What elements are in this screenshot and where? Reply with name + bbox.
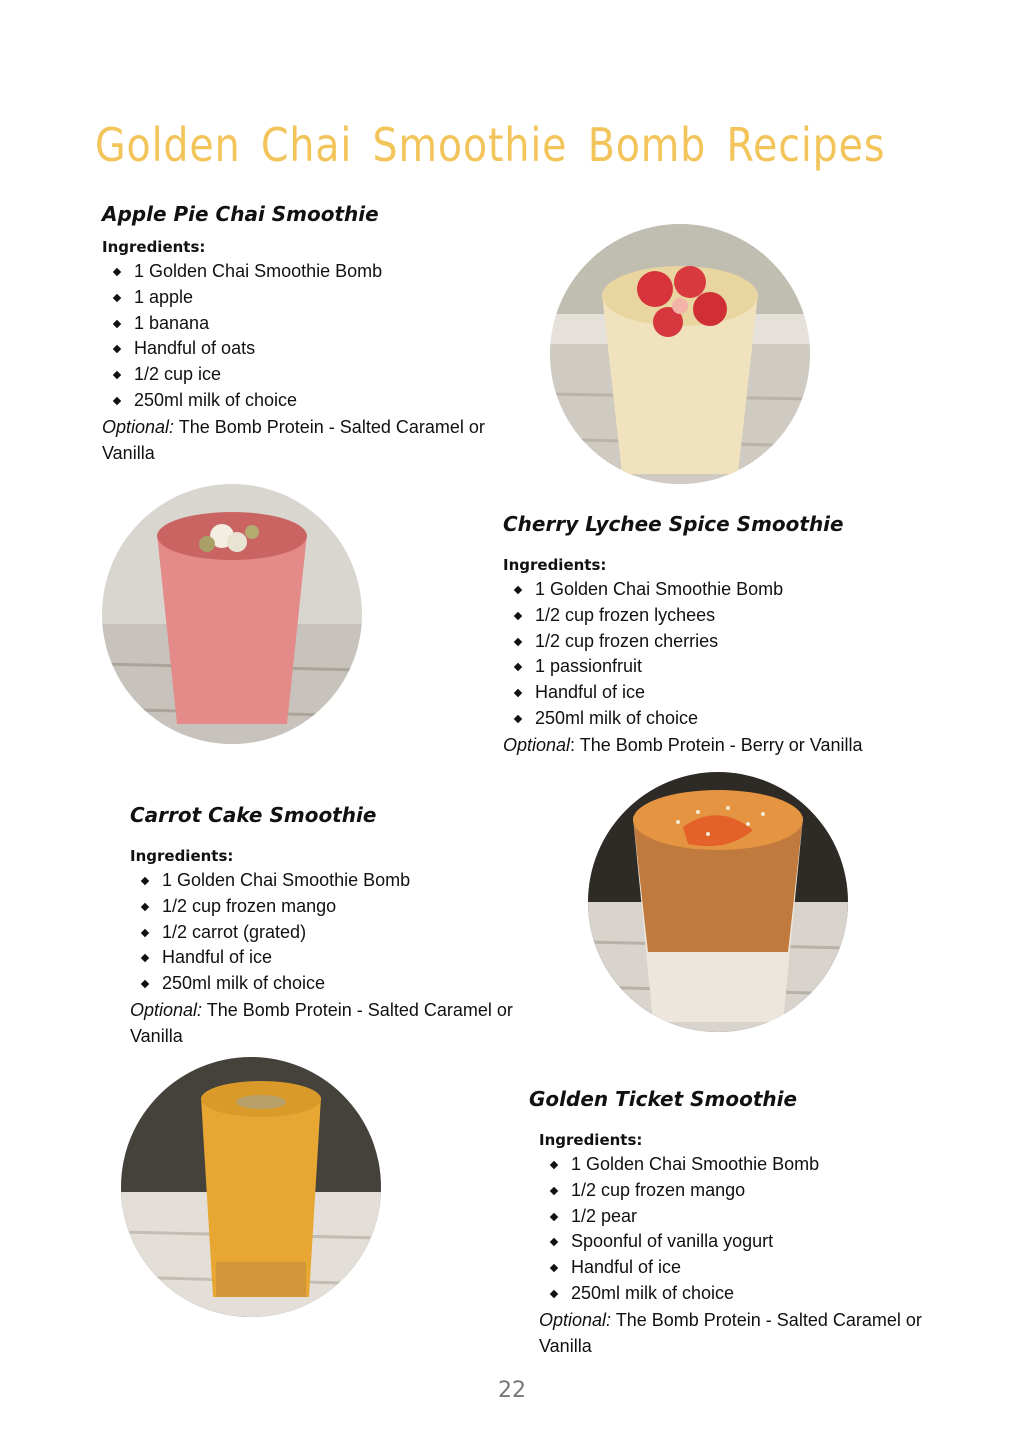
list-item: 1 Golden Chai Smoothie Bomb (503, 577, 973, 603)
list-item: 1/2 cup frozen cherries (503, 629, 973, 655)
list-item: 1/2 cup frozen mango (130, 894, 560, 920)
list-item: 1 Golden Chai Smoothie Bomb (102, 259, 532, 285)
optional-label: Optional (503, 734, 571, 755)
recipe-title: Cherry Lychee Spice Smoothie (503, 512, 844, 536)
optional-label: Optional: (102, 416, 175, 437)
list-item: 1/2 cup frozen mango (539, 1178, 979, 1204)
page-number: 22 (498, 1378, 526, 1403)
list-item: 250ml milk of choice (539, 1281, 979, 1307)
list-item: 1/2 pear (539, 1204, 979, 1230)
list-item: 1/2 cup ice (102, 362, 532, 388)
list-item: Handful of ice (503, 680, 973, 706)
optional-label: Optional: (539, 1309, 612, 1330)
optional-text: The Bomb Protein - Salted Caramel or Vanilla (102, 416, 485, 463)
list-item: Spoonful of vanilla yogurt (539, 1229, 979, 1255)
list-item: Handful of ice (539, 1255, 979, 1281)
recipe-golden-ticket (529, 1087, 979, 1359)
carrot-cake-smoothie-photo (588, 772, 848, 1032)
page-title: Golden Chai Smoothie Bomb Recipes (95, 118, 886, 172)
ingredient-list (503, 577, 973, 732)
ingredients-label: Ingredients: (130, 847, 234, 865)
golden-ticket-smoothie-photo (121, 1057, 381, 1317)
recipe-carrot-cake (130, 803, 560, 1049)
list-item: 1/2 carrot (grated) (130, 920, 560, 946)
recipe-apple-pie-chai (102, 202, 532, 466)
list-item: 1 Golden Chai Smoothie Bomb (130, 868, 560, 894)
list-item: 1 apple (102, 285, 532, 311)
apple-pie-smoothie-photo (550, 224, 810, 484)
cherry-lychee-smoothie-photo (102, 484, 362, 744)
ingredient-list (130, 868, 560, 997)
ingredient-list (102, 259, 532, 414)
recipe-title: Carrot Cake Smoothie (130, 803, 377, 827)
optional-text: The Bomb Protein - Salted Caramel or Vanilla (539, 1309, 922, 1356)
list-item: 1 passionfruit (503, 654, 973, 680)
list-item: 250ml milk of choice (503, 706, 973, 732)
optional-text: The Bomb Protein - Salted Caramel or Vanilla (130, 999, 513, 1046)
recipe-title: Golden Ticket Smoothie (529, 1087, 798, 1111)
list-item: 250ml milk of choice (102, 388, 532, 414)
ingredients-label: Ingredients: (539, 1131, 643, 1149)
optional-note (102, 414, 532, 466)
optional-label: Optional: (130, 999, 203, 1020)
optional-text: : The Bomb Protein - Berry or Vanilla (570, 734, 863, 755)
optional-note (539, 1307, 979, 1359)
optional-note (503, 732, 973, 758)
list-item: 250ml milk of choice (130, 971, 560, 997)
list-item: Handful of oats (102, 336, 532, 362)
ingredients-label: Ingredients: (102, 238, 206, 256)
list-item: 1 Golden Chai Smoothie Bomb (539, 1152, 979, 1178)
recipe-title: Apple Pie Chai Smoothie (102, 202, 379, 226)
ingredients-label: Ingredients: (503, 556, 607, 574)
optional-note (130, 997, 560, 1049)
list-item: Handful of ice (130, 945, 560, 971)
list-item: 1/2 cup frozen lychees (503, 603, 973, 629)
ingredient-list (539, 1152, 979, 1307)
list-item: 1 banana (102, 311, 532, 337)
recipe-cherry-lychee-spice (503, 512, 973, 758)
